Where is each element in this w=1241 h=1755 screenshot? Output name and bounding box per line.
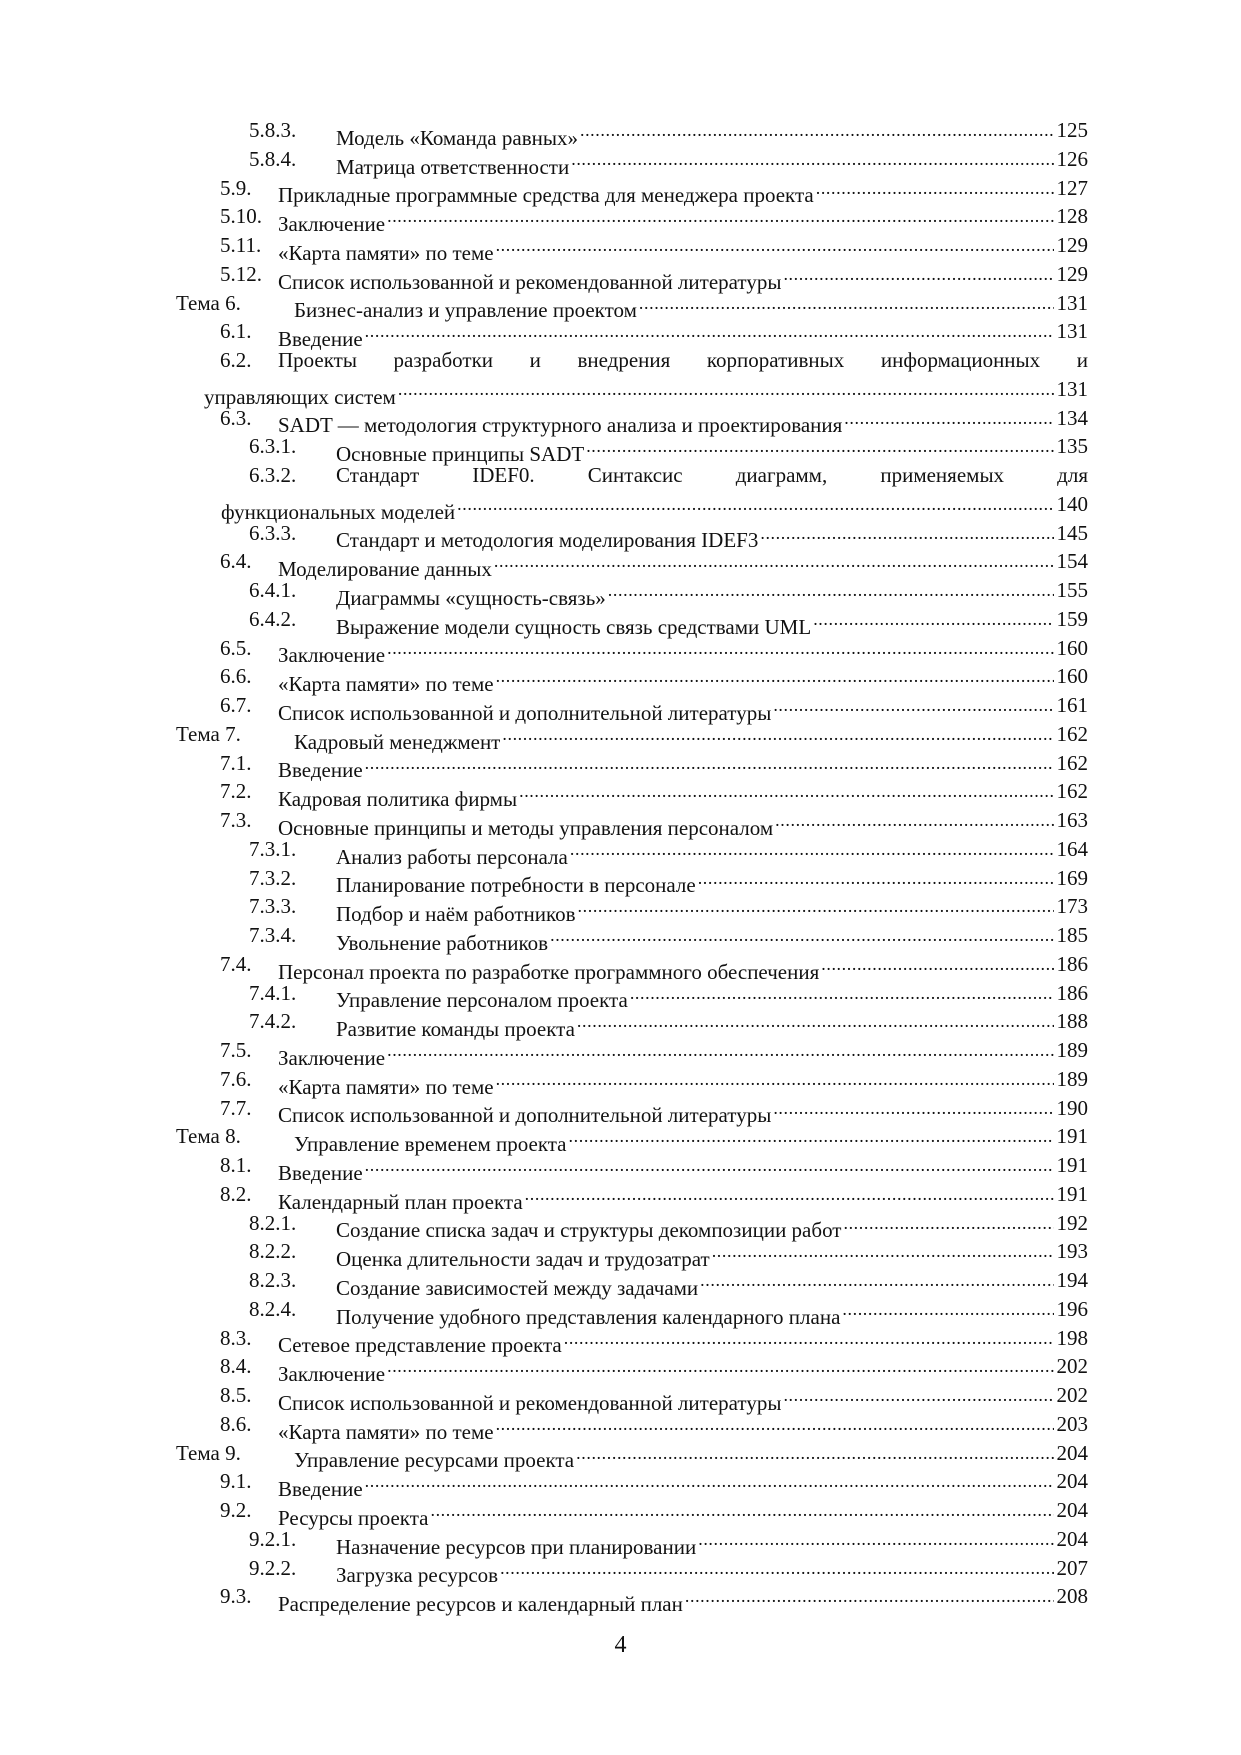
toc-entry-number: 6.4.1.	[249, 578, 297, 602]
toc-entry-title: Развитие команды проекта	[336, 1017, 575, 1041]
toc-entry[interactable]	[0, 116, 1241, 150]
toc-entry-page: 160	[1054, 634, 1089, 663]
toc-entry-page: 163	[1054, 806, 1089, 835]
toc-entry-number: 7.5.	[220, 1038, 252, 1062]
dot-leader	[396, 375, 1088, 404]
dot-leader	[523, 1180, 1088, 1209]
toc-entry-page: 164	[1054, 835, 1089, 864]
dot-leader	[494, 1410, 1088, 1439]
toc-entry[interactable]	[0, 576, 1241, 610]
toc-entry-number: 9.1.	[220, 1469, 252, 1494]
toc-entry-number: 5.8.3.	[249, 118, 297, 142]
toc-entry-title: Матрица ответственности	[336, 154, 570, 179]
toc-entry-page: 194	[1054, 1266, 1089, 1295]
toc-entry[interactable]	[0, 1122, 1241, 1156]
toc-entry[interactable]	[0, 260, 1241, 294]
dot-leader	[578, 116, 1088, 145]
toc-entry-title: Заключение	[278, 212, 386, 236]
toc-entry-title: Список использованной и дополнительной литературы	[278, 1103, 772, 1128]
toc-entry-title: Введение	[278, 327, 363, 351]
dot-leader	[385, 1352, 1088, 1381]
toc-entry-page: 191	[1054, 1151, 1089, 1180]
toc-entry-page: 135	[1054, 432, 1089, 461]
toc-entry[interactable]	[0, 892, 1241, 926]
toc-entry[interactable]	[0, 1266, 1241, 1300]
toc-entry-title: Управление ресурсами проекта	[294, 1448, 575, 1473]
toc-entry-page: 169	[1054, 864, 1089, 893]
dot-leader	[637, 289, 1088, 318]
toc-entry-page: 204	[1054, 1525, 1089, 1554]
toc-entry-title: Загрузка ресурсов	[336, 1563, 499, 1588]
toc-entry[interactable]	[0, 777, 1241, 811]
toc-entry-number: 6.3.2.	[249, 463, 297, 487]
toc-entry[interactable]	[0, 979, 1241, 1013]
toc-entry-title: Введение	[278, 1477, 363, 1501]
toc-entry[interactable]	[0, 1007, 1241, 1041]
toc-entry-title: Календарный план проекта	[278, 1189, 523, 1214]
toc-entry[interactable]	[0, 921, 1241, 955]
toc-entry-title: Подбор и наём работников	[336, 902, 576, 926]
toc-entry[interactable]	[0, 289, 1241, 323]
dot-leader	[517, 777, 1088, 806]
toc-entry-title: Стандарт IDEF0. Синтаксис диаграмм, применяемых для	[336, 463, 1088, 487]
page-number: 4	[614, 1632, 627, 1658]
dot-leader	[771, 1094, 1088, 1123]
toc-entry-title: Распределение ресурсов и календарный план	[278, 1592, 683, 1616]
toc-entry-number: 6.3.	[220, 405, 252, 430]
toc-entry-page: 196	[1054, 1295, 1089, 1324]
toc-entry-page: 202	[1054, 1381, 1089, 1410]
toc-entry-page: 191	[1054, 1180, 1089, 1209]
toc-entry-page: 207	[1054, 1554, 1089, 1583]
toc-entry-title: Список использованной и рекомендованной литературы	[278, 269, 782, 294]
toc-entry-title-continuation: функциональных моделей	[221, 499, 456, 524]
toc-entry[interactable]	[0, 404, 1241, 438]
toc-entry-number: 7.3.4.	[249, 923, 297, 947]
toc-entry-page: 190	[1054, 1094, 1089, 1123]
toc-entry-number: 5.8.4.	[249, 146, 297, 171]
toc-entry-number: 7.3.2.	[249, 865, 297, 890]
toc-entry-title: SADT — методология структурного анализа и проектирования	[278, 413, 843, 438]
dot-leader	[773, 806, 1088, 835]
toc-entry-number: 6.3.3.	[249, 520, 297, 545]
toc-entry[interactable]	[0, 174, 1241, 208]
toc-entry[interactable]	[0, 1352, 1241, 1386]
toc-entry-title: Планирование потребности в персонале	[336, 873, 696, 898]
toc-entry[interactable]	[0, 605, 1241, 639]
toc-entry-page: 198	[1054, 1324, 1089, 1353]
toc-entry-title: Сетевое представление проекта	[278, 1333, 562, 1358]
toc-entry-number: 7.1.	[220, 750, 252, 775]
toc-entry[interactable]	[0, 202, 1241, 236]
toc-entry-title: Увольнение работников	[336, 930, 549, 955]
toc-entry-page: 186	[1054, 979, 1089, 1008]
toc-entry-number: 6.4.	[220, 549, 252, 574]
toc-entry[interactable]	[0, 1582, 1241, 1616]
toc-entry-title: Основные принципы и методы управления персоналом	[278, 815, 774, 840]
dot-leader	[576, 892, 1088, 921]
toc-entry-page: 173	[1054, 892, 1089, 921]
dot-leader	[814, 174, 1088, 203]
toc-entry-title: Анализ работы персонала	[336, 844, 568, 869]
toc-entry[interactable]	[0, 1554, 1241, 1588]
toc-entry-number: 7.4.1.	[249, 980, 297, 1005]
toc-entry[interactable]	[0, 806, 1241, 840]
toc-entry-title-continuation: управляющих систем	[204, 384, 396, 409]
toc-entry[interactable]	[0, 1496, 1241, 1530]
dot-leader	[781, 1381, 1088, 1410]
toc-entry-number: 9.2.2.	[249, 1555, 297, 1580]
toc-entry-page: 189	[1054, 1065, 1089, 1094]
toc-entry[interactable]	[0, 1324, 1241, 1358]
toc-entry-title: Введение	[278, 1160, 363, 1185]
dot-leader	[363, 1467, 1088, 1496]
toc-entry-number: 9.3.	[220, 1584, 252, 1609]
toc-entry-title: Основные принципы SADT	[336, 442, 585, 466]
dot-leader	[574, 1439, 1088, 1468]
toc-entry[interactable]	[0, 547, 1241, 581]
toc-entry-title: Проекты разработки и внедрения корпоративных информационных и	[278, 348, 1088, 372]
toc-entry-title: Моделирование данных	[278, 557, 492, 581]
toc-entry-page: 129	[1054, 231, 1089, 260]
toc-entry[interactable]	[0, 1467, 1241, 1501]
dot-leader	[698, 1266, 1088, 1295]
toc-entry-page: 191	[1054, 1122, 1089, 1151]
toc-entry-page: 131	[1054, 375, 1089, 404]
dot-leader	[494, 662, 1088, 691]
table-of-contents	[0, 116, 1241, 1616]
toc-entry-number: Тема 9.	[176, 1440, 241, 1465]
toc-entry-number: 9.2.1.	[249, 1526, 297, 1551]
dot-leader	[562, 1324, 1088, 1353]
toc-entry-number: 8.2.3.	[249, 1268, 297, 1292]
toc-entry-page: 131	[1054, 317, 1089, 346]
toc-entry-page: 162	[1054, 749, 1089, 778]
toc-entry-page: 204	[1054, 1439, 1089, 1468]
toc-entry-title: Прикладные программные средства для менеджера проекта	[278, 183, 814, 208]
toc-entry-title: Заключение	[278, 1045, 386, 1070]
toc-entry[interactable]	[0, 1209, 1241, 1243]
toc-entry-number: 8.2.	[220, 1181, 252, 1206]
toc-entry-number: 5.10.	[220, 204, 262, 229]
toc-entry-title: Диаграммы «сущность-связь»	[336, 585, 606, 610]
toc-entry-title: Создание зависимостей между задачами	[336, 1275, 699, 1300]
toc-entry-title: Модель «Команда равных»	[336, 125, 578, 150]
toc-entry-number: 8.6.	[220, 1411, 252, 1436]
toc-entry-page: 134	[1054, 404, 1089, 433]
dot-leader	[696, 1525, 1088, 1554]
toc-entry-page: 129	[1054, 260, 1089, 289]
toc-entry-title: Кадровая политика фирмы	[278, 787, 518, 811]
dot-leader	[575, 1007, 1088, 1036]
toc-entry-number: 6.7.	[220, 693, 252, 717]
toc-entry[interactable]	[0, 1439, 1241, 1473]
toc-entry-page: 127	[1054, 174, 1089, 203]
toc-entry-page: 203	[1054, 1410, 1089, 1439]
toc-entry[interactable]	[0, 1036, 1241, 1070]
toc-entry[interactable]	[0, 1295, 1241, 1329]
toc-entry[interactable]	[0, 864, 1241, 898]
toc-entry-number: 8.2.1.	[249, 1210, 297, 1235]
toc-entry-number: Тема 8.	[176, 1124, 241, 1149]
toc-entry-title: Получение удобного представления календарного плана	[336, 1304, 841, 1329]
dot-leader	[385, 202, 1088, 231]
toc-entry-page: 162	[1054, 777, 1089, 806]
dot-leader	[548, 921, 1088, 950]
dot-leader	[568, 835, 1088, 864]
toc-entry[interactable]	[0, 634, 1241, 668]
dot-leader	[455, 490, 1088, 519]
toc-entry-number: 7.2.	[220, 779, 252, 804]
toc-entry-title: Заключение	[278, 1362, 386, 1386]
toc-entry-number: 5.9.	[220, 175, 252, 200]
dot-leader	[569, 145, 1088, 174]
toc-entry[interactable]	[0, 145, 1241, 179]
toc-entry-title: «Карта памяти» по теме	[278, 672, 494, 696]
toc-entry[interactable]	[0, 461, 1241, 490]
toc-entry-number: Тема 6.	[176, 290, 241, 315]
toc-entry-title: Список использованной и дополнительной литературы	[278, 700, 772, 725]
toc-entry[interactable]	[0, 1094, 1241, 1128]
dot-leader	[840, 1295, 1088, 1324]
toc-entry[interactable]	[0, 1180, 1241, 1214]
toc-entry-number: 6.5.	[220, 635, 252, 660]
toc-entry-number: 7.3.	[220, 808, 252, 832]
dot-leader	[428, 1496, 1088, 1525]
dot-leader	[758, 519, 1088, 548]
toc-entry-title: Управление временем проекта	[294, 1132, 567, 1156]
dot-leader	[842, 404, 1088, 433]
toc-entry[interactable]	[0, 1381, 1241, 1415]
toc-entry-number: 7.3.3.	[249, 894, 297, 919]
dot-leader	[628, 979, 1088, 1008]
toc-entry-page: 160	[1054, 662, 1089, 691]
dot-leader	[385, 634, 1088, 663]
toc-entry-number: 6.1.	[220, 319, 252, 344]
dot-leader	[363, 317, 1088, 346]
toc-entry-page: 154	[1054, 547, 1089, 576]
toc-entry-page: 159	[1054, 605, 1089, 634]
toc-entry-title: Создание списка задач и структуры декомпозиции работ	[336, 1218, 842, 1243]
toc-entry-title: Назначение ресурсов при планировании	[336, 1534, 697, 1559]
toc-entry-title: Персонал проекта по разработке программного обеспечения	[278, 959, 820, 984]
toc-entry[interactable]	[0, 662, 1241, 696]
toc-entry-title: Кадровый менеджмент	[294, 729, 501, 754]
toc-entry-page: 162	[1054, 720, 1089, 749]
toc-entry-page: 185	[1054, 921, 1089, 950]
toc-entry[interactable]	[0, 1151, 1241, 1185]
toc-entry-number: 8.4.	[220, 1354, 252, 1379]
toc-entry-title: Список использованной и рекомендованной литературы	[278, 1390, 782, 1415]
dot-leader	[363, 749, 1088, 778]
toc-entry-page: 125	[1054, 116, 1089, 145]
dot-leader	[385, 1036, 1088, 1065]
toc-entry-number: 6.6.	[220, 664, 252, 689]
toc-entry-number: 8.2.4.	[249, 1296, 297, 1321]
toc-entry-number: 8.1.	[220, 1153, 252, 1177]
toc-entry-number: 7.7.	[220, 1095, 252, 1120]
toc-entry-title: Стандарт и методология моделирования IDEF3	[336, 528, 759, 553]
dot-leader	[696, 864, 1088, 893]
toc-entry-page: 192	[1054, 1209, 1089, 1238]
toc-entry[interactable]	[0, 346, 1241, 375]
dot-leader	[498, 1554, 1088, 1583]
toc-entry-title: Оценка длительности задач и трудозатрат	[336, 1247, 710, 1271]
toc-entry-title: «Карта памяти» по теме	[278, 1419, 494, 1444]
toc-entry-title: «Карта памяти» по теме	[278, 1074, 494, 1099]
toc-entry[interactable]	[0, 1065, 1241, 1099]
toc-entry-number: 9.2.	[220, 1498, 252, 1522]
toc-entry-page: 202	[1054, 1352, 1089, 1381]
toc-entry[interactable]	[0, 317, 1241, 351]
toc-entry-page: 189	[1054, 1036, 1089, 1065]
toc-entry-number: 6.3.1.	[249, 434, 297, 459]
toc-entry[interactable]	[0, 835, 1241, 869]
dot-leader	[819, 950, 1088, 979]
toc-entry-page: 204	[1054, 1467, 1089, 1496]
toc-entry-number: 7.6.	[220, 1066, 252, 1091]
toc-entry-number: 8.5.	[220, 1383, 252, 1407]
dot-leader	[494, 1065, 1088, 1094]
toc-entry-number: Тема 7.	[176, 721, 241, 746]
toc-entry-number: 5.11.	[220, 233, 262, 257]
dot-leader	[683, 1582, 1088, 1611]
toc-entry-continuation[interactable]	[0, 490, 1241, 524]
toc-entry[interactable]	[0, 691, 1241, 725]
toc-entry-continuation[interactable]	[0, 375, 1241, 409]
toc-entry-number: 7.4.	[220, 951, 252, 976]
dot-leader	[781, 260, 1088, 289]
dot-leader	[710, 1237, 1088, 1266]
toc-entry-page: 188	[1054, 1007, 1089, 1036]
toc-entry[interactable]	[0, 519, 1241, 553]
toc-entry-page: 155	[1054, 576, 1089, 605]
toc-entry-title: Введение	[278, 758, 363, 783]
toc-entry-number: 7.4.2.	[249, 1009, 297, 1034]
toc-entry[interactable]	[0, 749, 1241, 783]
toc-entry-page: 140	[1054, 490, 1089, 519]
toc-entry-page: 128	[1054, 202, 1089, 231]
toc-entry-title: Заключение	[278, 643, 386, 668]
toc-entry-title: Управление персоналом проекта	[336, 988, 628, 1013]
toc-entry-page: 145	[1054, 519, 1089, 548]
toc-entry-page: 208	[1054, 1582, 1089, 1611]
dot-leader	[811, 605, 1088, 634]
toc-entry[interactable]	[0, 231, 1241, 265]
dot-leader	[567, 1122, 1088, 1151]
dot-leader	[492, 547, 1088, 576]
dot-leader	[363, 1151, 1088, 1180]
dot-leader	[584, 432, 1088, 461]
toc-entry[interactable]	[0, 432, 1241, 466]
toc-entry-title: Выражение модели сущность связь средствами UML	[336, 614, 812, 639]
dot-leader	[841, 1209, 1088, 1238]
dot-leader	[494, 231, 1088, 260]
toc-entry-page: 131	[1054, 289, 1089, 318]
toc-entry-page: 193	[1054, 1237, 1089, 1266]
toc-entry-page: 126	[1054, 145, 1089, 174]
toc-entry[interactable]	[0, 1237, 1241, 1271]
toc-entry-number: 7.3.1.	[249, 836, 297, 861]
dot-leader	[606, 576, 1088, 605]
toc-entry-number: 6.2.	[220, 348, 252, 372]
toc-entry-page: 186	[1054, 950, 1089, 979]
toc-entry-number: 5.12.	[220, 261, 262, 286]
toc-entry-page: 161	[1054, 691, 1089, 720]
toc-entry[interactable]	[0, 1410, 1241, 1444]
toc-entry-title: Бизнес-анализ и управление проектом	[294, 298, 637, 323]
toc-entry-number: 6.4.2.	[249, 606, 297, 631]
dot-leader	[771, 691, 1088, 720]
dot-leader	[500, 720, 1088, 749]
toc-entry-page: 204	[1054, 1496, 1089, 1525]
toc-entry-number: 8.3.	[220, 1325, 252, 1350]
toc-entry-number: 8.2.2.	[249, 1239, 297, 1264]
toc-entry[interactable]	[0, 1525, 1241, 1559]
toc-entry-title: Ресурсы проекта	[278, 1505, 429, 1530]
toc-entry[interactable]	[0, 720, 1241, 754]
toc-entry[interactable]	[0, 950, 1241, 984]
toc-entry-title: «Карта памяти» по теме	[278, 240, 494, 265]
